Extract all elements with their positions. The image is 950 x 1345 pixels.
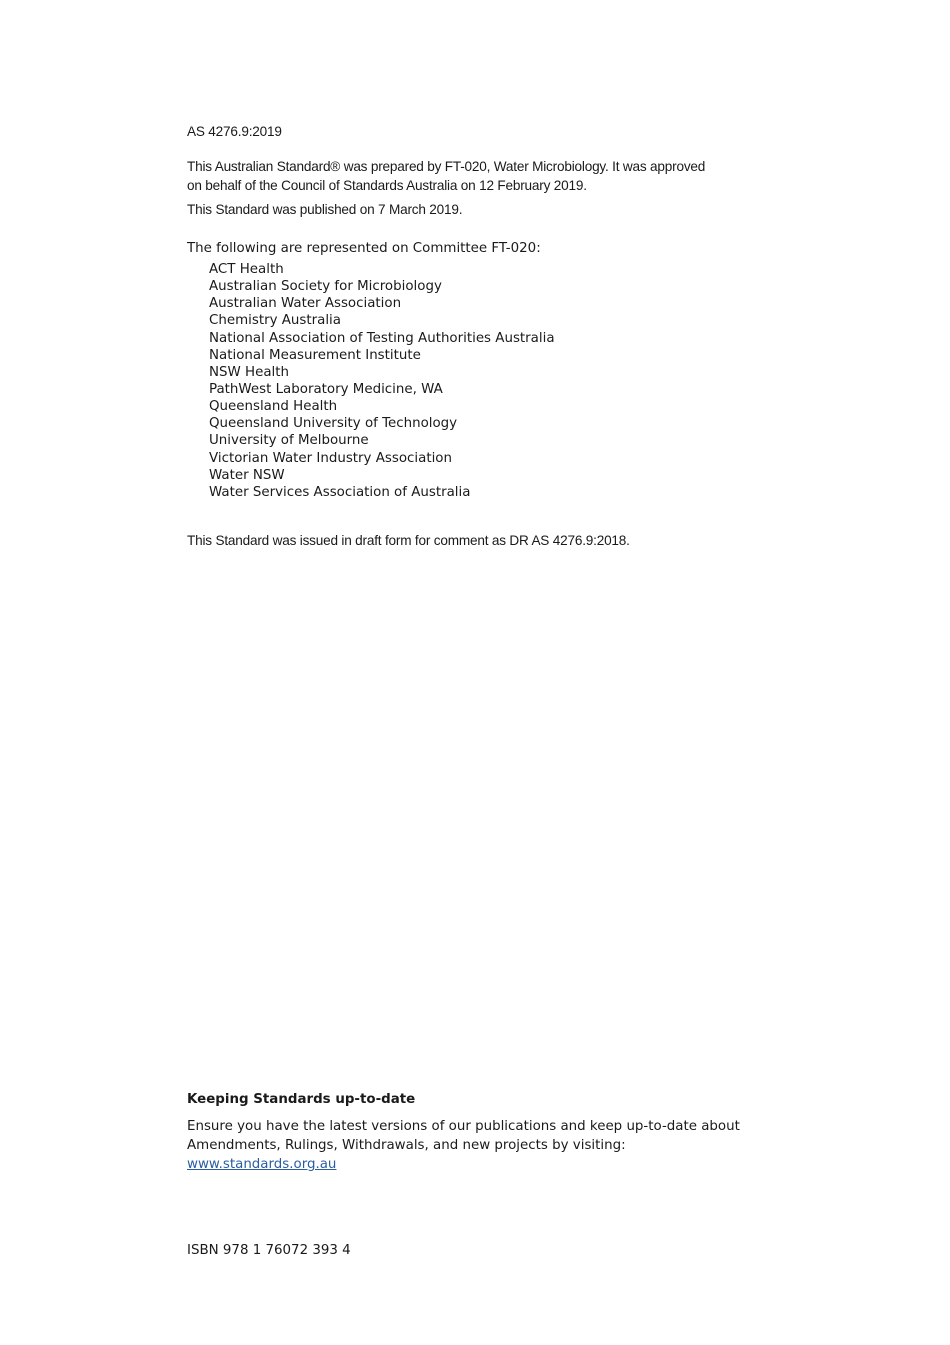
- keeping-standards-heading: Keeping Standards up-to-date: [187, 1092, 416, 1107]
- committee-member: National Association of Testing Authorities Australia: [209, 330, 555, 346]
- preparation-line-1: This Australian Standard® was prepared by FT-020, Water Microbiology. It was approved: [187, 159, 706, 174]
- committee-member-list: [209, 261, 555, 501]
- committee-member: Water Services Association of Australia: [209, 484, 471, 500]
- committee-member: Chemistry Australia: [209, 313, 341, 329]
- committee-member: Queensland University of Technology: [209, 416, 458, 432]
- committee-member: Australian Society for Microbiology: [209, 279, 442, 295]
- committee-member: Victorian Water Industry Association: [209, 450, 452, 466]
- document-id: AS 4276.9:2019: [187, 124, 282, 139]
- committee-member: National Measurement Institute: [209, 347, 421, 363]
- committee-member: Australian Water Association: [209, 296, 402, 312]
- committee-member: Water NSW: [209, 467, 285, 483]
- publication-date-statement: This Standard was published on 7 March 2019.: [187, 202, 463, 217]
- standards-website-link[interactable]: www.standards.org.au: [187, 1157, 337, 1172]
- draft-note: This Standard was issued in draft form for comment as DR AS 4276.9:2018.: [187, 533, 630, 548]
- isbn: ISBN 978 1 76072 393 4: [187, 1243, 351, 1258]
- committee-member: ACT Health: [209, 262, 284, 277]
- committee-member: Queensland Health: [209, 399, 338, 415]
- keeping-line-2: Amendments, Rulings, Withdrawals, and new projects by visiting:: [187, 1138, 626, 1153]
- committee-member: PathWest Laboratory Medicine, WA: [209, 381, 443, 397]
- committee-member: NSW Health: [209, 364, 289, 380]
- committee-heading: The following are represented on Committee FT-020:: [187, 241, 541, 256]
- keeping-standards-paragraph: [187, 1117, 787, 1174]
- committee-member: University of Melbourne: [209, 433, 369, 449]
- preparation-paragraph: [187, 157, 705, 195]
- keeping-line-1: Ensure you have the latest versions of our publications and keep up-to-date about: [187, 1119, 740, 1134]
- preparation-line-2: on behalf of the Council of Standards Australia on 12 February 2019.: [187, 178, 587, 193]
